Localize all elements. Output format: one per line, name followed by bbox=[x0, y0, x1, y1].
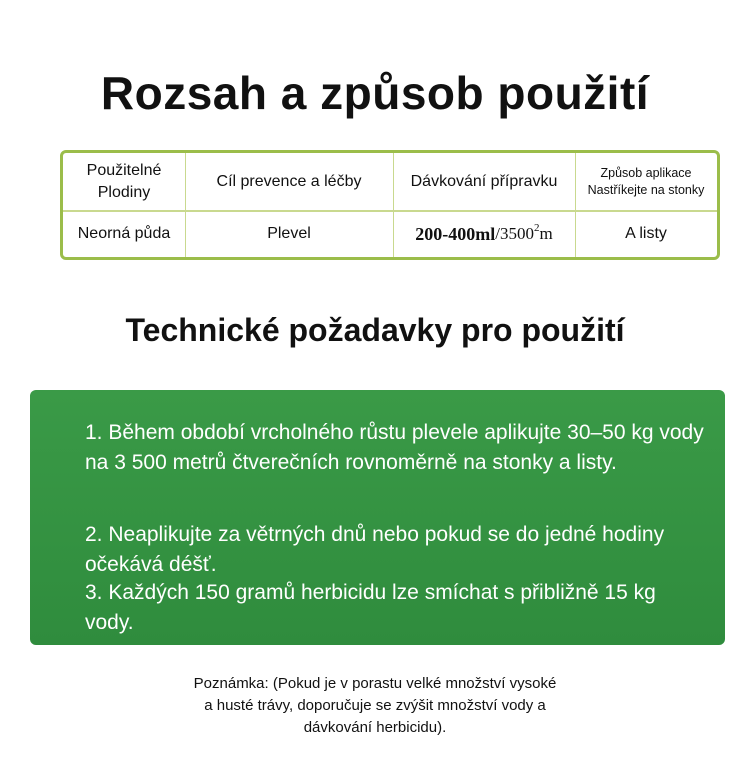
dosage-unit: m bbox=[539, 223, 553, 243]
dosage-amount: 200-400ml bbox=[415, 223, 496, 244]
header-method bbox=[575, 153, 717, 210]
page-title: Rozsah a způsob použití bbox=[100, 67, 650, 119]
header-crops bbox=[63, 153, 185, 210]
note bbox=[0, 673, 750, 739]
section-title: Technické požadavky pro použití bbox=[125, 312, 625, 348]
note-line: a husté trávy, doporučuje se zvýšit množství vody a bbox=[204, 697, 546, 714]
requirement-item: 3. Každých 150 gramů herbicidu lze smíchat s přibližně 15 kg vody. bbox=[85, 581, 656, 634]
header-crops-line2: Plodiny bbox=[97, 183, 151, 201]
cell-method: A listy bbox=[625, 224, 667, 242]
dosage-area: /3500 bbox=[495, 223, 534, 243]
note-line: dávkování herbicidu). bbox=[303, 719, 447, 736]
header-method-line2: Nastříkejte na stonky bbox=[587, 182, 705, 197]
note-line: Poznámka: (Pokud je v porastu velké množství vysoké bbox=[193, 675, 557, 692]
requirement-item: 1. Během období vrcholného růstu plevele aplikujte 30–50 kg vody na 3 500 metrů čtverečních rovnoměrně na stonky a listy. bbox=[85, 421, 704, 474]
header-dosage: Dávkování přípravku bbox=[410, 172, 558, 190]
cell-crops: Neorná půda bbox=[77, 224, 171, 242]
header-method-line1: Způsob aplikace bbox=[600, 165, 692, 180]
usage-table bbox=[60, 150, 720, 260]
dosage-superscript: 2 bbox=[534, 221, 540, 234]
cell-dosage bbox=[393, 210, 575, 257]
cell-target: Plevel bbox=[267, 224, 311, 242]
requirement-item: 2. Neaplikujte za větrných dnů nebo pokud se do jedné hodiny očekává déšť. bbox=[85, 523, 665, 576]
requirements-box bbox=[30, 390, 725, 645]
header-crops-line1: Použitelné bbox=[86, 161, 162, 179]
header-target: Cíl prevence a léčby bbox=[216, 172, 362, 190]
